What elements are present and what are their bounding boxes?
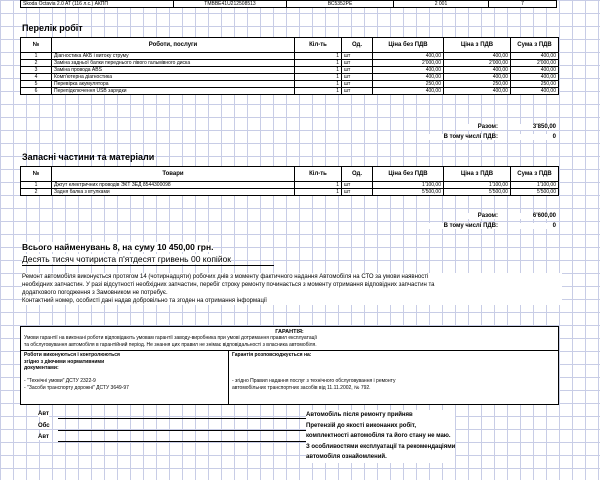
row-qty: 1	[295, 74, 342, 81]
row-num: 2	[21, 60, 52, 67]
row-unit: шт	[342, 53, 373, 60]
guarantee-line-2: та обслуговування автомобіля в гарантійний період. Не знання цих правил не знімає відповідальності з власника автомобіля.	[24, 342, 317, 348]
table-row	[21, 189, 559, 196]
row-unit: шт	[342, 81, 373, 88]
row-unit: шт	[342, 189, 373, 196]
table-row	[21, 60, 559, 67]
car-model: Skoda Octavia 2.0 AT (116 л.с.) АКПП	[21, 1, 174, 8]
table-row	[21, 53, 559, 60]
sig-line-2	[58, 430, 308, 431]
sig-line-3	[58, 441, 308, 442]
table-row	[21, 67, 559, 74]
table-row	[21, 81, 559, 88]
note-line: Контактний номер, особисті дані надав добровільно та згоден на отримання інформації	[22, 298, 267, 304]
car-vin: TMBBE41U212508513	[174, 1, 287, 8]
parts-total-label: Разом:	[460, 213, 498, 219]
row-sum: 5'500,00	[511, 189, 559, 196]
works-col-unit: Од.	[342, 38, 373, 53]
guarantee-right-head: Гарантія розповсюджується на:	[232, 352, 312, 358]
sig-label-1: Авт	[38, 411, 49, 417]
car-info-table	[20, 0, 557, 8]
car-info-row	[21, 1, 557, 8]
row-unit: шт	[342, 74, 373, 81]
row-price: 1'100,00	[373, 182, 444, 189]
acceptance-line: З особливостями експлуатації та рекомендаціями	[306, 443, 456, 450]
row-sum: 250,00	[511, 81, 559, 88]
table-row	[21, 74, 559, 81]
works-col-price-vat: Ціна з ПДВ	[444, 38, 511, 53]
row-qty: 1	[295, 88, 342, 95]
parts-table	[20, 166, 559, 196]
sig-label-2: Обс	[38, 423, 50, 429]
row-sum: 400,00	[511, 53, 559, 60]
row-name: Перевірка акумулятора	[52, 81, 295, 88]
guarantee-right-items	[232, 378, 395, 391]
right-item: - згідно Правил надання послуг з технічного обслуговування і ремонту	[232, 378, 396, 384]
row-sum: 400,00	[511, 88, 559, 95]
row-num: 3	[21, 67, 52, 74]
parts-vat-value: 0	[510, 223, 556, 229]
parts-col-unit: Од.	[342, 167, 373, 182]
parts-col-qty: Кіл-ть	[295, 167, 342, 182]
row-qty: 1	[295, 67, 342, 74]
row-price-vat: 250,00	[444, 81, 511, 88]
works-table	[20, 37, 559, 95]
works-vat-label: В тому числі ПДВ:	[418, 134, 498, 140]
row-qty: 1	[295, 60, 342, 67]
left-item: - "Технічні умови" ДСТУ 2322-9	[24, 378, 96, 384]
left-head-line: згідно з діючими нормативними	[24, 358, 105, 365]
summary-underline	[22, 265, 274, 266]
left-head-line: документами:	[24, 365, 59, 371]
row-price: 250,00	[373, 81, 444, 88]
parts-header-row	[21, 167, 559, 182]
row-price: 5'500,00	[373, 189, 444, 196]
row-price: 400,00	[373, 88, 444, 95]
car-year: 2 001	[394, 1, 489, 8]
row-name: Заміна провода ABS	[52, 67, 295, 74]
row-qty: 1	[295, 189, 342, 196]
guarantee-divider	[21, 350, 558, 351]
acceptance-line: Автомобіль після ремонту прийняв	[306, 412, 413, 418]
table-row	[21, 88, 559, 95]
sig-line-1	[58, 418, 308, 419]
row-name: Діагностика АКБ і витоку струму	[52, 53, 295, 60]
row-qty: 1	[295, 53, 342, 60]
row-name: Задня балка з втулками	[52, 189, 295, 196]
acceptance-text	[306, 410, 455, 463]
works-vat-value: 0	[510, 134, 556, 140]
row-name: Заміна задньої балки переднього лівого гальмівного диска	[52, 60, 295, 67]
acceptance-line: Претензій до якості виконаних робіт,	[306, 422, 417, 429]
note-line: Ремонт автомобіля виконується протягом 14 (чотирнадцяти) робочих днів з моменту фактичного надання Автомобіля на СТО за умови наявності	[22, 274, 429, 280]
row-num: 6	[21, 88, 52, 95]
works-title: Перелік робіт	[22, 23, 83, 33]
parts-col-name: Товари	[52, 167, 295, 182]
row-price-vat: 400,00	[444, 88, 511, 95]
row-price: 400,00	[373, 53, 444, 60]
row-num: 4	[21, 74, 52, 81]
parts-title: Запасні частини та матеріали	[22, 152, 155, 162]
works-col-qty: Кіл-ть	[295, 38, 342, 53]
car-mileage: 7	[489, 1, 557, 8]
notes-block	[22, 273, 562, 305]
works-col-num: №	[21, 38, 52, 53]
left-head-line: Роботи виконуються і контролюються	[24, 352, 120, 358]
guarantee-box	[20, 326, 559, 405]
table-row	[21, 182, 559, 189]
row-name: Комп'ютерна діагностика	[52, 74, 295, 81]
row-price-vat: 5'500,00	[444, 189, 511, 196]
note-line: додаткового погодження з Замовником не потребує.	[22, 290, 168, 296]
guarantee-left-head	[24, 352, 120, 372]
parts-total-value: 6'600,00	[510, 213, 556, 219]
row-unit: шт	[342, 182, 373, 189]
row-num: 2	[21, 189, 52, 196]
works-col-sum: Сума з ПДВ	[511, 38, 559, 53]
row-num: 5	[21, 81, 52, 88]
row-unit: шт	[342, 67, 373, 74]
row-unit: шт	[342, 60, 373, 67]
summary-total: Всього найменувань 8, на суму 10 450,00 грн.	[22, 242, 214, 252]
parts-col-price-vat: Ціна з ПДВ	[444, 167, 511, 182]
row-name: Джгут електричних проводів ЭКТ ЗЕД 8544300098	[52, 182, 295, 189]
acceptance-line: комплектності автомобіля та його стану не маю.	[306, 433, 451, 439]
row-name: Перепідключення USB зарядки	[52, 88, 295, 95]
row-price-vat: 400,00	[444, 53, 511, 60]
row-price: 400,00	[373, 74, 444, 81]
works-total-label: Разом:	[460, 124, 498, 130]
works-header-row	[21, 38, 559, 53]
row-qty: 1	[295, 182, 342, 189]
row-sum: 400,00	[511, 74, 559, 81]
note-line: необхідних запчастин. У разі відсутності необхідних запчастин, перебіг строку ремонту починається з моменту отримання відповідних запчастин та	[22, 282, 435, 288]
sig-label-3: Авт	[38, 434, 49, 440]
acceptance-line: автомобіля ознайомлений.	[306, 454, 387, 460]
row-sum: 1'100,00	[511, 182, 559, 189]
signature-block	[20, 410, 557, 460]
works-col-name: Роботи, послуги	[52, 38, 295, 53]
guarantee-vdivider	[228, 350, 229, 404]
row-num: 1	[21, 53, 52, 60]
row-num: 1	[21, 182, 52, 189]
parts-col-num: №	[21, 167, 52, 182]
row-price-vat: 400,00	[444, 67, 511, 74]
works-col-price: Ціна без ПДВ	[373, 38, 444, 53]
row-unit: шт	[342, 88, 373, 95]
row-sum: 400,00	[511, 67, 559, 74]
left-item: - "Засоби транспорту дорожні" ДСТУ 3649-97	[24, 384, 129, 391]
row-qty: 1	[295, 81, 342, 88]
guarantee-title: ГАРАНТІЯ:	[275, 329, 304, 335]
row-price: 400,00	[373, 67, 444, 74]
works-total-value: 3'850,00	[510, 124, 556, 130]
guarantee-left-items	[24, 378, 129, 391]
guarantee-line-1: Умови гарантії на виконані роботи відповідають умовам гарантії заводу-виробника при умові дотримання правил експлуатації	[24, 335, 317, 341]
car-plate: ВС5352РЕ	[287, 1, 394, 8]
row-price-vat: 2'000,00	[444, 60, 511, 67]
row-sum: 2'000,00	[511, 60, 559, 67]
summary-words: Десять тисяч чотириста п'ятдесят гривень 00 копійок	[22, 254, 232, 264]
row-price-vat: 400,00	[444, 74, 511, 81]
parts-col-sum: Сума з ПДВ	[511, 167, 559, 182]
right-item: автомобільних транспортних засобів від 11.11.2002, № 792.	[232, 384, 371, 391]
parts-col-price: Ціна без ПДВ	[373, 167, 444, 182]
parts-vat-label: В тому числі ПДВ:	[418, 223, 498, 229]
row-price-vat: 1'100,00	[444, 182, 511, 189]
row-price: 2'000,00	[373, 60, 444, 67]
